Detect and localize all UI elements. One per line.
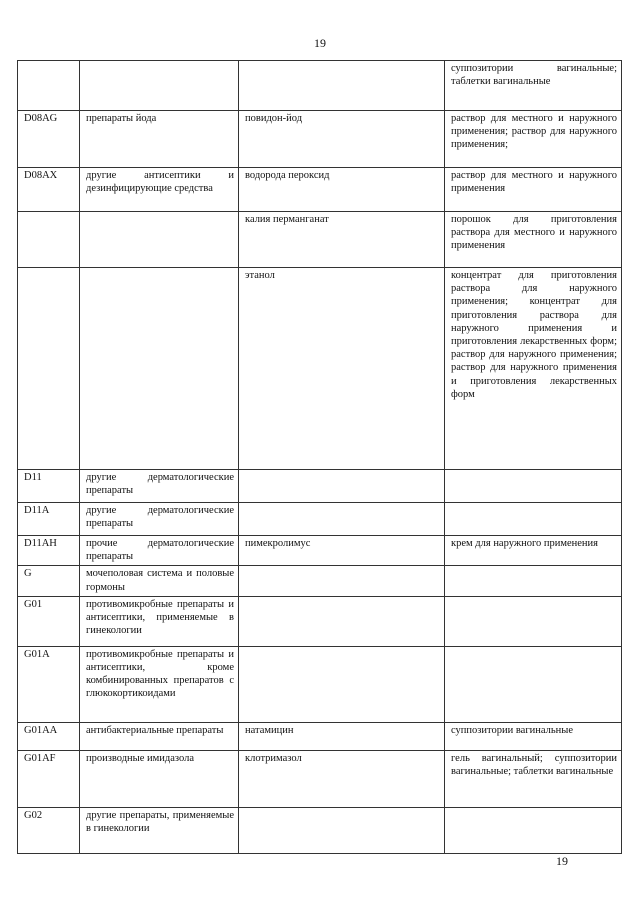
drug-name-cell (239, 470, 445, 503)
dosage-form-cell (445, 596, 622, 646)
atc-code-cell: D08AX (18, 168, 80, 212)
atc-code-cell: D11 (18, 470, 80, 503)
table-row (18, 268, 622, 470)
drug-name-cell: натамицин (239, 722, 445, 750)
group-name-cell: другие антисептики и дезинфицирующие средства (80, 168, 239, 212)
group-name-cell: другие дерматологические препараты (80, 503, 239, 536)
atc-code-cell: G01AA (18, 722, 80, 750)
group-name-cell: прочие дерматологические препараты (80, 536, 239, 566)
dosage-form-cell: крем для наружного применения (445, 536, 622, 566)
drug-name-cell: пимекролимус (239, 536, 445, 566)
atc-code-cell: G02 (18, 807, 80, 853)
drug-name-cell (239, 61, 445, 111)
group-name-cell: производные имидазола (80, 750, 239, 807)
table-row (18, 212, 622, 268)
page-number-bottom: 19 (556, 854, 568, 868)
dosage-form-cell: раствор для местного и наружного применения (445, 168, 622, 212)
dosage-form-cell: порошок для приготовления раствора для местного и наружного применения (445, 212, 622, 268)
group-name-cell: другие препараты, применяемые в гинекологии (80, 807, 239, 853)
group-name-cell: препараты йода (80, 111, 239, 168)
group-name-cell: противомикробные препараты и антисептики, применяемые в гинекологии (80, 596, 239, 646)
drug-name-cell: этанол (239, 268, 445, 470)
table-row (18, 61, 622, 111)
atc-code-cell: D08AG (18, 111, 80, 168)
drug-table (17, 60, 622, 854)
table-row (18, 111, 622, 168)
table-row (18, 566, 622, 596)
table-row (18, 536, 622, 566)
table-row (18, 722, 622, 750)
table-row (18, 646, 622, 722)
table-row (18, 168, 622, 212)
group-name-cell (80, 61, 239, 111)
drug-table-body (18, 61, 622, 854)
atc-code-cell: D11AH (18, 536, 80, 566)
atc-code-cell (18, 61, 80, 111)
drug-name-cell (239, 807, 445, 853)
drug-name-cell (239, 596, 445, 646)
dosage-form-cell: раствор для местного и наружного применения; раствор для наружного применения; (445, 111, 622, 168)
drug-name-cell (239, 566, 445, 596)
dosage-form-cell: суппозитории вагинальные; таблетки вагинальные (445, 61, 622, 111)
drug-name-cell: водорода пероксид (239, 168, 445, 212)
group-name-cell (80, 268, 239, 470)
drug-name-cell: клотримазол (239, 750, 445, 807)
group-name-cell: противомикробные препараты и антисептики, кроме комбинированных препаратов с глюкокортикоидами (80, 646, 239, 722)
atc-code-cell: G01AF (18, 750, 80, 807)
table-row (18, 596, 622, 646)
dosage-form-cell (445, 646, 622, 722)
atc-code-cell (18, 212, 80, 268)
drug-name-cell: повидон-йод (239, 111, 445, 168)
table-row (18, 807, 622, 853)
atc-code-cell: G01A (18, 646, 80, 722)
drug-name-cell: калия перманганат (239, 212, 445, 268)
dosage-form-cell: гель вагинальный; суппозитории вагинальные; таблетки вагинальные (445, 750, 622, 807)
page-number-top: 19 (314, 36, 326, 50)
group-name-cell: мочеполовая система и половые гормоны (80, 566, 239, 596)
dosage-form-cell (445, 503, 622, 536)
dosage-form-cell: суппозитории вагинальные (445, 722, 622, 750)
table-row (18, 750, 622, 807)
dosage-form-cell (445, 807, 622, 853)
table-row (18, 503, 622, 536)
atc-code-cell: D11A (18, 503, 80, 536)
drug-name-cell (239, 646, 445, 722)
group-name-cell: другие дерматологические препараты (80, 470, 239, 503)
group-name-cell: антибактериальные препараты (80, 722, 239, 750)
atc-code-cell: G01 (18, 596, 80, 646)
dosage-form-cell: концентрат для приготовления раствора для наружного применения; концентрат для приготовления раствора для наружного применения и приготовления лекарственных форм; раствор для наружного применения; раствор для наружного применения и приготовления лекарственных форм (445, 268, 622, 470)
table-row (18, 470, 622, 503)
drug-name-cell (239, 503, 445, 536)
atc-code-cell: G (18, 566, 80, 596)
dosage-form-cell (445, 470, 622, 503)
atc-code-cell (18, 268, 80, 470)
group-name-cell (80, 212, 239, 268)
dosage-form-cell (445, 566, 622, 596)
